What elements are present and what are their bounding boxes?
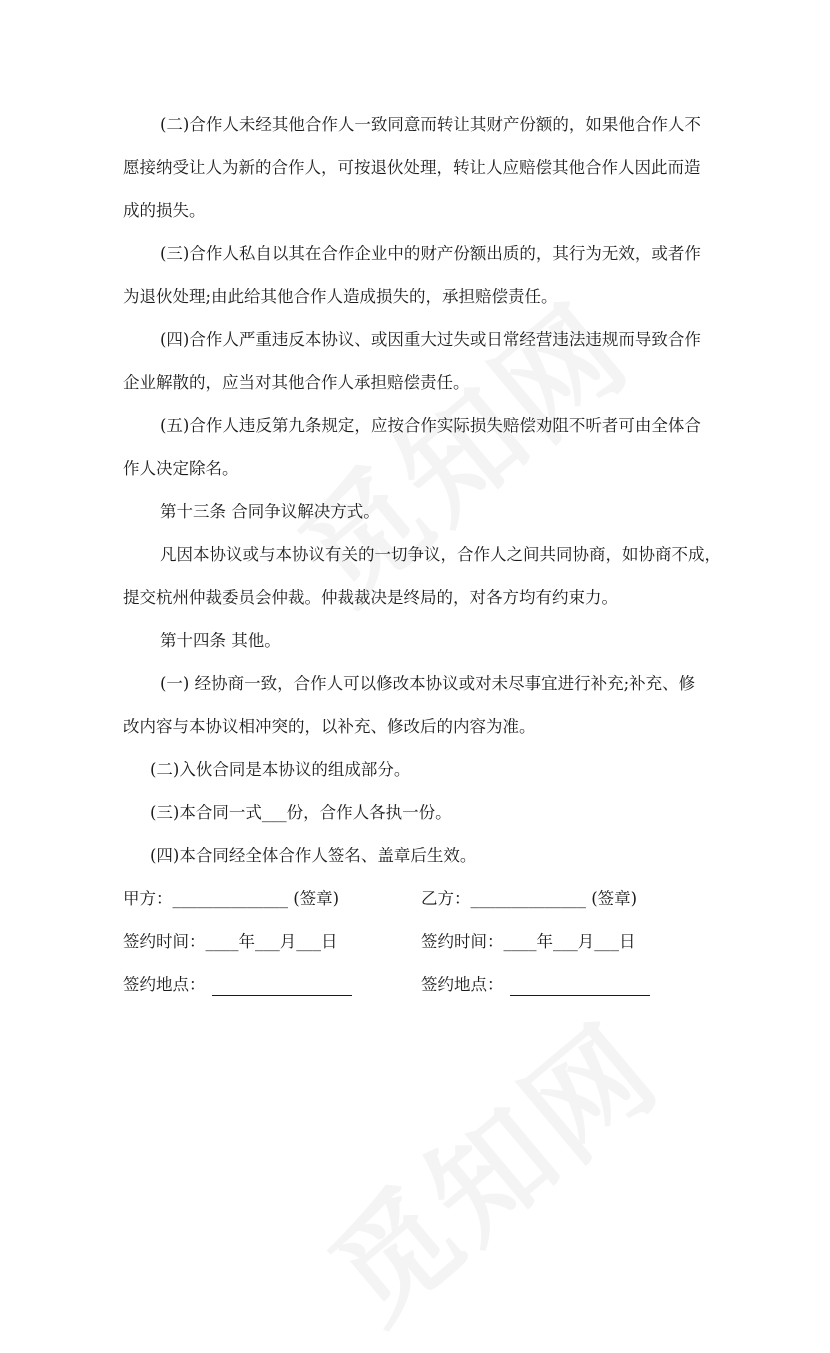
party-a-sign-date: 签约时间：____年___月___日: [123, 932, 338, 951]
paragraph-line: 愿接纳受让人为新的合作人，可按退伙处理，转让人应赔偿其他合作人因此而造: [123, 158, 701, 177]
party-a-sign-place: [123, 974, 352, 996]
paragraph-line: (二)合作人未经其他合作人一致同意而转让其财产份额的，如果他合作人不: [160, 115, 701, 134]
paragraph-line: (四)合作人严重违反本协议、或因重大过失或日常经营违法违规而导致合作: [160, 330, 701, 349]
sign-place-label: 签约地点：: [421, 975, 504, 994]
paragraph-line: (五)合作人违反第九条规定，应按合作实际损失赔偿劝阻不听者可由全体合: [160, 416, 701, 435]
paragraph-line: (二)入伙合同是本协议的组成部分。: [150, 760, 411, 779]
paragraph-line: 为退伙处理;由此给其他合作人造成损失的，承担赔偿责任。: [123, 287, 558, 306]
watermark: [289, 979, 689, 1353]
article-heading: 第十四条 其他。: [160, 631, 281, 650]
paragraph-line: (三)合作人私自以其在合作企业中的财产份额出质的，其行为无效，或者作: [160, 244, 701, 263]
paragraph-line: 作人决定除名。: [123, 459, 239, 478]
party-b-signature: 乙方：______________ (签章): [421, 889, 638, 908]
sign-place-label: 签约地点：: [123, 975, 206, 994]
paragraph-line: 提交杭州仲裁委员会仲裁。仲裁裁决是终局的，对各方均有约束力。: [123, 588, 618, 607]
party-b-sign-place: [421, 974, 650, 996]
paragraph-line: 成的损失。: [123, 201, 206, 220]
paragraph-line: (一) 经协商一致，合作人可以修改本协议或对未尽事宜进行补充;补充、修: [160, 674, 696, 693]
article-heading: 第十三条 合同争议解决方式。: [160, 502, 380, 521]
paragraph-line: (三)本合同一式___份，合作人各执一份。: [150, 803, 452, 822]
paragraph-line: 改内容与本协议相冲突的，以补充、修改后的内容为准。: [123, 717, 536, 736]
party-a-signature: 甲方：______________ (签章): [123, 889, 340, 908]
paragraph-line: (四)本合同经全体合作人签名、盖章后生效。: [150, 846, 477, 865]
party-b-sign-date: 签约时间：____年___月___日: [421, 932, 636, 951]
paragraph-line: 凡因本协议或与本协议有关的一切争议，合作人之间共同协商，如协商不成，: [160, 545, 721, 564]
watermark: [259, 259, 659, 634]
sign-place-blank: [212, 977, 352, 996]
sign-place-blank: [510, 977, 650, 996]
paragraph-line: 企业解散的，应当对其他合作人承担赔偿责任。: [123, 373, 470, 392]
